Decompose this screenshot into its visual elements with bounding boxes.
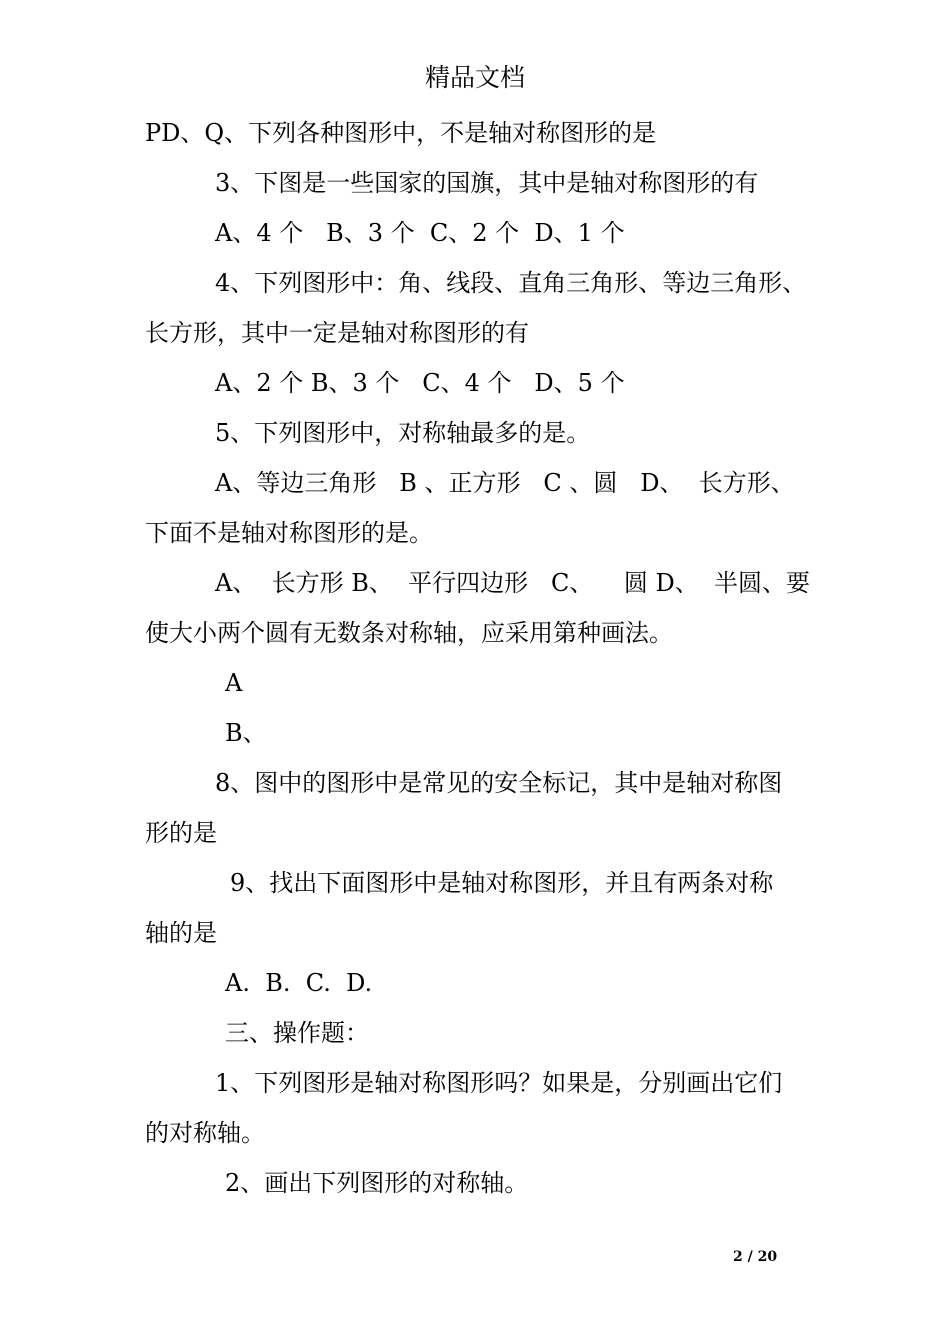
question-9-options: A. B. C. D.: [225, 969, 373, 997]
page-number: 2 / 20: [733, 1249, 778, 1265]
question-3-options: A、4 个 B、3 个 C、2 个 D、1 个: [215, 219, 625, 247]
question-6: 下面不是轴对称图形的是。: [145, 519, 433, 547]
question-9: 9、找出下面图形中是轴对称图形，并且有两条对称: [230, 869, 774, 897]
question-8-continued: 形的是: [145, 819, 217, 847]
question-4-options: A、2 个 B、3 个 C、4 个 D、5 个: [215, 369, 625, 397]
question-9-continued: 轴的是: [145, 919, 217, 947]
question-4-continued: 长方形，其中一定是轴对称图形的有: [145, 319, 529, 347]
text-line: PD、Q、下列各种图形中，不是轴对称图形的是: [145, 119, 657, 147]
operation-question-2: 2、画出下列图形的对称轴。: [225, 1169, 529, 1197]
question-6-options: A、 长方形 B、 平行四边形 C、 圆 D、 半圆、要: [215, 569, 811, 597]
question-5-options: A、等边三角形 B 、正方形 C 、圆 D、 长方形、: [215, 469, 795, 497]
option-b: B、: [225, 719, 267, 747]
option-a: A: [225, 669, 243, 697]
operation-question-1: 1、下列图形是轴对称图形吗？如果是，分别画出它们: [215, 1069, 783, 1097]
question-8: 8、图中的图形中是常见的安全标记，其中是轴对称图: [215, 769, 783, 797]
question-5: 5、下列图形中，对称轴最多的是。: [215, 419, 591, 447]
document-header-title: 精品文档: [424, 63, 525, 92]
question-7: 使大小两个圆有无数条对称轴，应采用第种画法。: [145, 619, 673, 647]
document-body: [145, 115, 813, 1215]
section-heading-operations: 三、操作题：: [225, 1019, 369, 1047]
question-3: 3、下图是一些国家的国旗，其中是轴对称图形的有: [215, 169, 759, 197]
operation-question-1-continued: 的对称轴。: [145, 1119, 265, 1147]
question-4: 4、下列图形中：角、线段、直角三角形、等边三角形、: [215, 269, 807, 297]
